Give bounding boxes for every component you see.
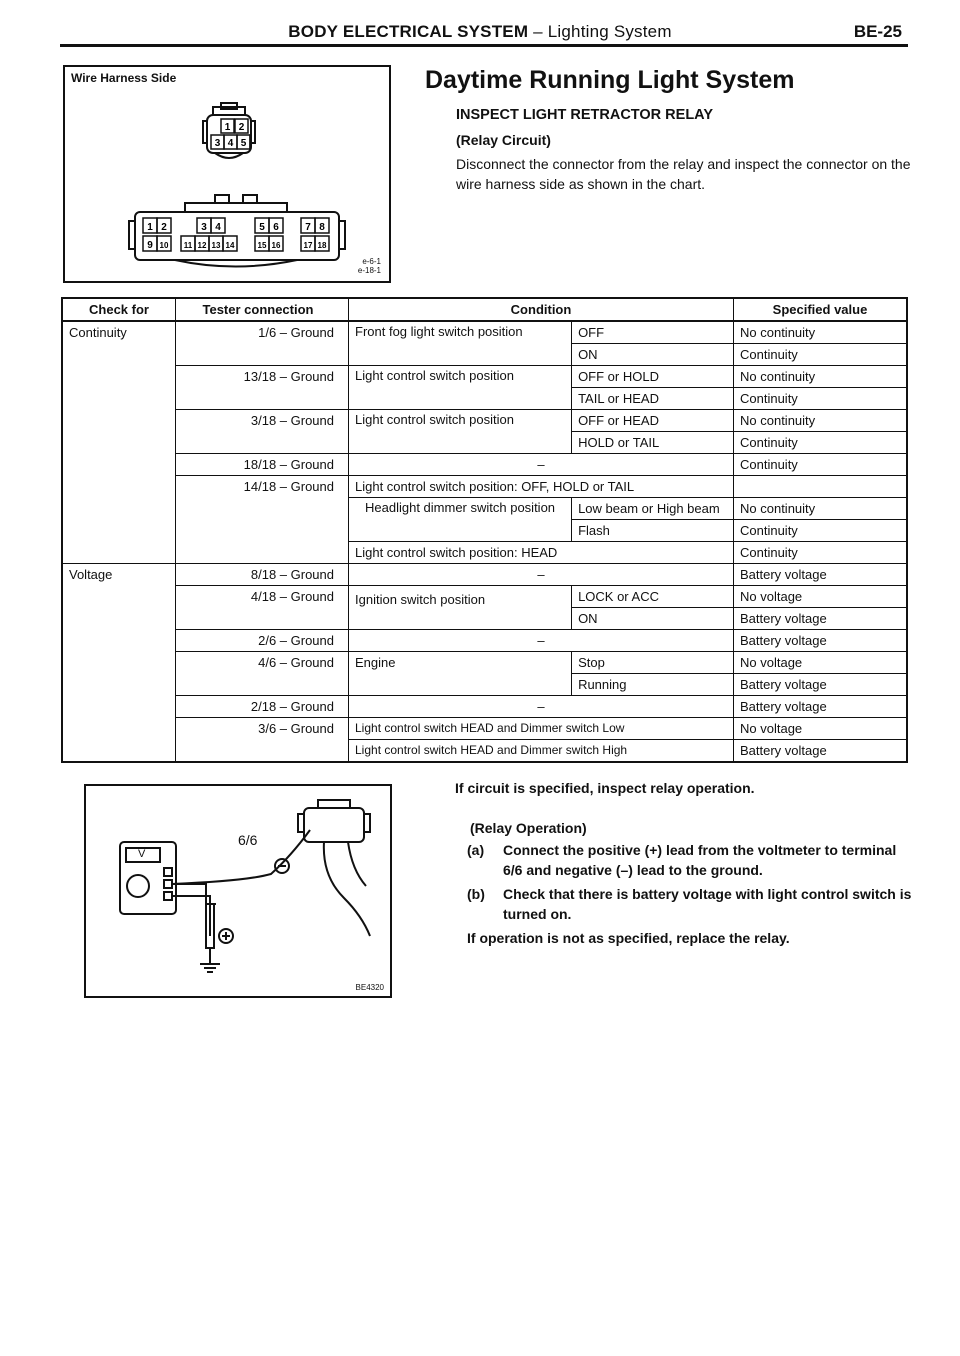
connector-pin-number: 12 (197, 241, 207, 250)
connector-pin-number: 3 (214, 138, 221, 149)
connector-pin-number: 11 (183, 241, 193, 250)
relay-operation-heading: (Relay Operation) (470, 820, 587, 836)
meter-label: V (138, 848, 146, 860)
header-tester-connection: Tester connection (176, 298, 349, 321)
table-row: 13/18 – Ground Light control switch position OFF or HOLD No continuity (62, 366, 907, 388)
connector-pin-number: 6 (273, 222, 279, 233)
header-separator: – (533, 22, 543, 41)
connector-pin-number: 10 (159, 241, 169, 250)
page-number: BE-25 (853, 22, 902, 41)
table-row: Light control switch position: HEAD Continuity (62, 542, 907, 564)
figure-label: Wire Harness Side (71, 71, 177, 85)
connector-pin-number: 7 (305, 222, 311, 233)
table-header-row (62, 298, 907, 321)
step-b-label: (b) (467, 886, 485, 902)
figure-code: e-6-1 e-18-1 (357, 257, 381, 275)
step-a-text: Connect the positive (+) lead from the voltmeter to terminal 6/6 and negative (–) lead to the ground. (503, 842, 897, 878)
connector-pin-number: 15 (257, 241, 267, 250)
connector-pin-number: 13 (211, 241, 221, 250)
table-row: 14/18 – Ground Light control switch position: OFF, HOLD or TAIL (62, 476, 907, 498)
check-voltage: Voltage (62, 564, 176, 763)
connector-diagram (65, 67, 389, 281)
table-row: 3/18 – Ground Light control switch position OFF or HEAD No continuity (62, 410, 907, 432)
header-title: BODY ELECTRICAL SYSTEM (288, 22, 529, 41)
section-title: Daytime Running Light System (425, 66, 795, 94)
relay-connector-icon (304, 808, 364, 842)
header-check-for: Check for (62, 298, 176, 321)
connector-pin-number: 4 (227, 138, 234, 149)
figure-code: BE4320 (355, 983, 384, 992)
relay-circuit-heading: (Relay Circuit) (456, 132, 551, 148)
connector-pin-number: 4 (215, 222, 221, 233)
spec-table (61, 297, 908, 763)
page-header (0, 22, 960, 42)
table-row: 4/18 – Ground Ignition switch position LOCK or ACC No voltage (62, 586, 907, 608)
connector-pin-number: 9 (147, 240, 153, 251)
inspect-heading: INSPECT LIGHT RETRACTOR RELAY (456, 107, 713, 123)
table-row: 18/18 – Ground – Continuity (62, 454, 907, 476)
connector-pin-number: 2 (161, 222, 167, 233)
table-row: 2/18 – Ground – Battery voltage (62, 696, 907, 718)
table-row: ON Continuity (62, 344, 907, 366)
table-row: 4/6 – Ground Engine Stop No voltage (62, 652, 907, 674)
connector-pin-number: 5 (259, 222, 265, 233)
header-subtitle: Lighting System (547, 22, 672, 41)
header-rule (60, 44, 908, 47)
table-row: TAIL or HEAD Continuity (62, 388, 907, 410)
connector-pin-number: 17 (303, 241, 313, 250)
table-row: Voltage 8/18 – Ground – Battery voltage (62, 564, 907, 586)
header-condition: Condition (349, 298, 734, 321)
small-connector-pins (211, 119, 250, 149)
table-row: ON Battery voltage (62, 608, 907, 630)
table-row: 3/6 – Ground Light control switch HEAD and Dimmer switch Low No voltage (62, 718, 907, 740)
circuit-note: If circuit is specified, inspect relay operation. (455, 780, 755, 796)
voltmeter-figure (84, 784, 392, 998)
connector-pin-number: 1 (224, 122, 231, 133)
table-row: Flash Continuity (62, 520, 907, 542)
voltmeter-diagram (86, 786, 390, 996)
connector-pin-number: 8 (319, 222, 325, 233)
connector-pin-number: 16 (271, 241, 281, 250)
wire-harness-figure (63, 65, 391, 283)
voltmeter-icon (120, 842, 176, 914)
large-connector-pins (143, 218, 329, 251)
connector-pin-number: 14 (225, 241, 235, 250)
table-row: Running Battery voltage (62, 674, 907, 696)
connector-pin-number: 18 (317, 241, 327, 250)
table-row: 2/6 – Ground – Battery voltage (62, 630, 907, 652)
connector-pin-number: 2 (238, 122, 245, 133)
connector-pin-number: 1 (147, 222, 153, 233)
step-a-label: (a) (467, 842, 485, 858)
table-row: Headlight dimmer switch position Low beam or High beam No continuity (62, 498, 907, 520)
connector-pin-number: 5 (240, 138, 247, 149)
step-b-text: Check that there is battery voltage with light control switch is turned on. (503, 886, 912, 922)
table-row: HOLD or TAIL Continuity (62, 432, 907, 454)
table-row: Light control switch HEAD and Dimmer switch High Battery voltage (62, 740, 907, 763)
header-specified-value: Specified value (734, 298, 908, 321)
terminal-label: 6/6 (238, 832, 258, 848)
check-continuity: Continuity (62, 321, 176, 498)
intro-paragraph: Disconnect the connector from the relay and inspect the connector on the wire harness side as shown in the chart. (456, 156, 911, 192)
final-note: If operation is not as specified, replace the relay. (467, 930, 790, 946)
table-row: Continuity 1/6 – Ground Front fog light switch position OFF No continuity (62, 321, 907, 344)
connector-pin-number: 3 (201, 222, 207, 233)
